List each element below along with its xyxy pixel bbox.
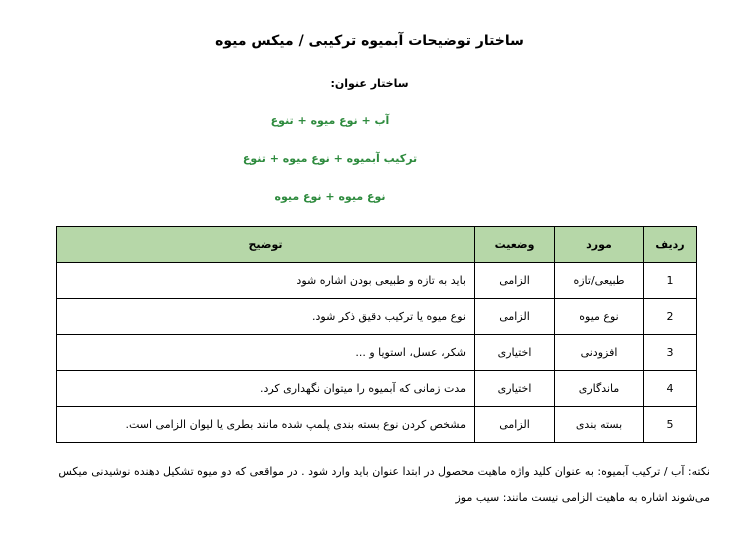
cell-index: 4	[644, 371, 697, 407]
document-title: ساختار توضیحات آبمیوه ترکیبی / میکس میوه	[215, 33, 524, 49]
cell-index: 1	[644, 263, 697, 299]
title-pattern-2: ترکیب آبمیوه + نوع میوه + تنوع	[242, 152, 418, 165]
note-paragraph: نکته: آب / ترکیب آبمیوه: به عنوان کلید واژه ماهیت محصول در ابتدا عنوان باید وارد شود . در مواقعی که دو میوه تشکیل دهنده نوشیدنی میکس می‌شوند اشاره به ماهیت الزامی نیست مانند: سیب موز	[58, 465, 710, 504]
table-header-row	[57, 227, 697, 263]
table-row	[57, 407, 697, 443]
cell-description: مشخص کردن نوع بسته بندی پلمپ شده مانند بطری یا لیوان الزامی است.	[57, 407, 475, 443]
title-pattern-1: آب + نوع میوه + تنوع	[270, 114, 390, 127]
cell-index: 2	[644, 299, 697, 335]
cell-index: 5	[644, 407, 697, 443]
table-row	[57, 335, 697, 371]
cell-status: الزامی	[475, 299, 555, 335]
cell-description: نوع میوه یا ترکیب دقیق ذکر شود.	[57, 299, 475, 335]
table-row	[57, 299, 697, 335]
cell-description: شکر، عسل، استویا و ...	[57, 335, 475, 371]
cell-item: ماندگاری	[555, 371, 644, 407]
header-index: ردیف	[644, 227, 697, 263]
cell-item: طبیعی/تازه	[555, 263, 644, 299]
spec-table	[56, 226, 697, 443]
cell-item: نوع میوه	[555, 299, 644, 335]
table-row	[57, 263, 697, 299]
cell-description: مدت زمانی که آبمیوه را میتوان نگهداری کرد.	[57, 371, 475, 407]
cell-item: بسته بندی	[555, 407, 644, 443]
cell-status: الزامی	[475, 263, 555, 299]
cell-status: اختیاری	[475, 371, 555, 407]
cell-item: افزودنی	[555, 335, 644, 371]
cell-description: باید به تازه و طبیعی بودن اشاره شود	[57, 263, 475, 299]
header-status: وضعیت	[475, 227, 555, 263]
title-pattern-3: نوع میوه + نوع میوه	[274, 190, 386, 203]
cell-status: اختیاری	[475, 335, 555, 371]
header-description: توضیح	[57, 227, 475, 263]
title-structure-heading: ساختار عنوان:	[330, 77, 409, 90]
cell-status: الزامی	[475, 407, 555, 443]
cell-index: 3	[644, 335, 697, 371]
table-row	[57, 371, 697, 407]
header-item: مورد	[555, 227, 644, 263]
